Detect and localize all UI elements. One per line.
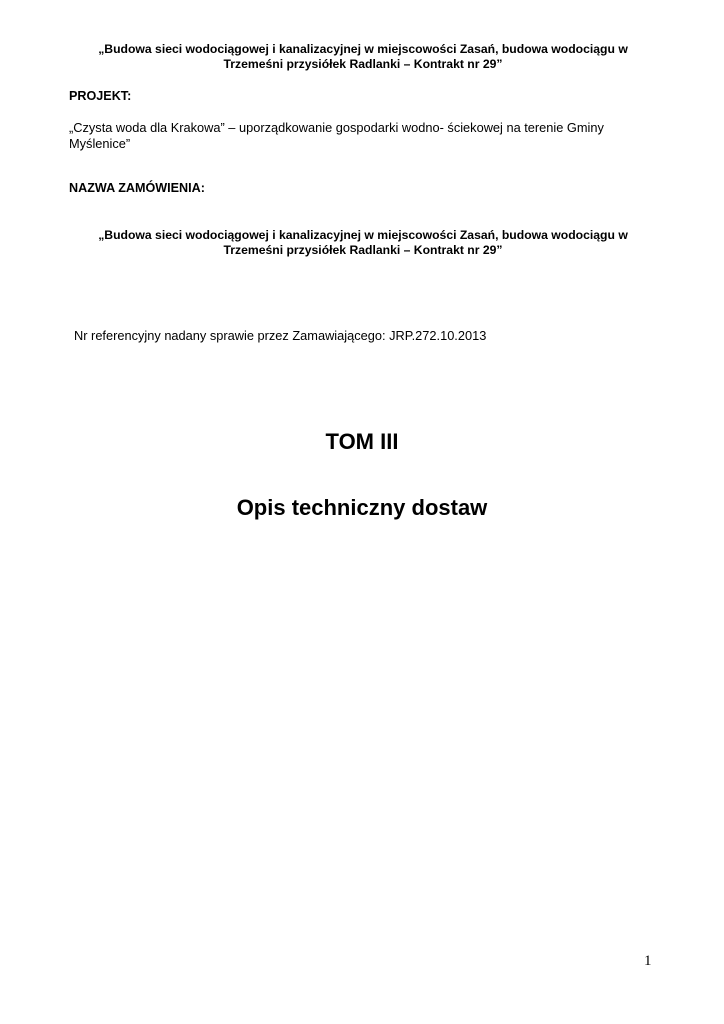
order-title [70, 228, 656, 258]
project-description-line-1: „Czysta woda dla Krakowa” – uporządkowanie gospodarki wodno- ściekowej na terenie Gminy [69, 120, 604, 135]
volume-heading: TOM III [325, 429, 399, 454]
order-title-line-2: Trzemeśni przysiółek Radlanki – Kontrakt nr 29” [223, 243, 503, 257]
document-title: Opis techniczny dostaw [236, 495, 488, 520]
project-description-line-2: Myślenice” [69, 135, 131, 151]
reference-number: Nr referencyjny nadany sprawie przez Zamawiającego: JRP.272.10.2013 [74, 328, 487, 343]
project-description [69, 120, 649, 151]
header-title [70, 42, 656, 72]
header-title-line-2: Trzemeśni przysiółek Radlanki – Kontrakt nr 29” [223, 57, 503, 71]
page-number: 1 [644, 953, 652, 969]
header-title-line-1: „Budowa sieci wodociągowej i kanalizacyjnej w miejscowości Zasań, budowa wodociągu w [98, 42, 628, 56]
project-label: PROJEKT: [69, 89, 132, 103]
order-title-line-1: „Budowa sieci wodociągowej i kanalizacyjnej w miejscowości Zasań, budowa wodociągu w [98, 228, 628, 242]
order-name-label: NAZWA ZAMÓWIENIA: [69, 181, 205, 195]
